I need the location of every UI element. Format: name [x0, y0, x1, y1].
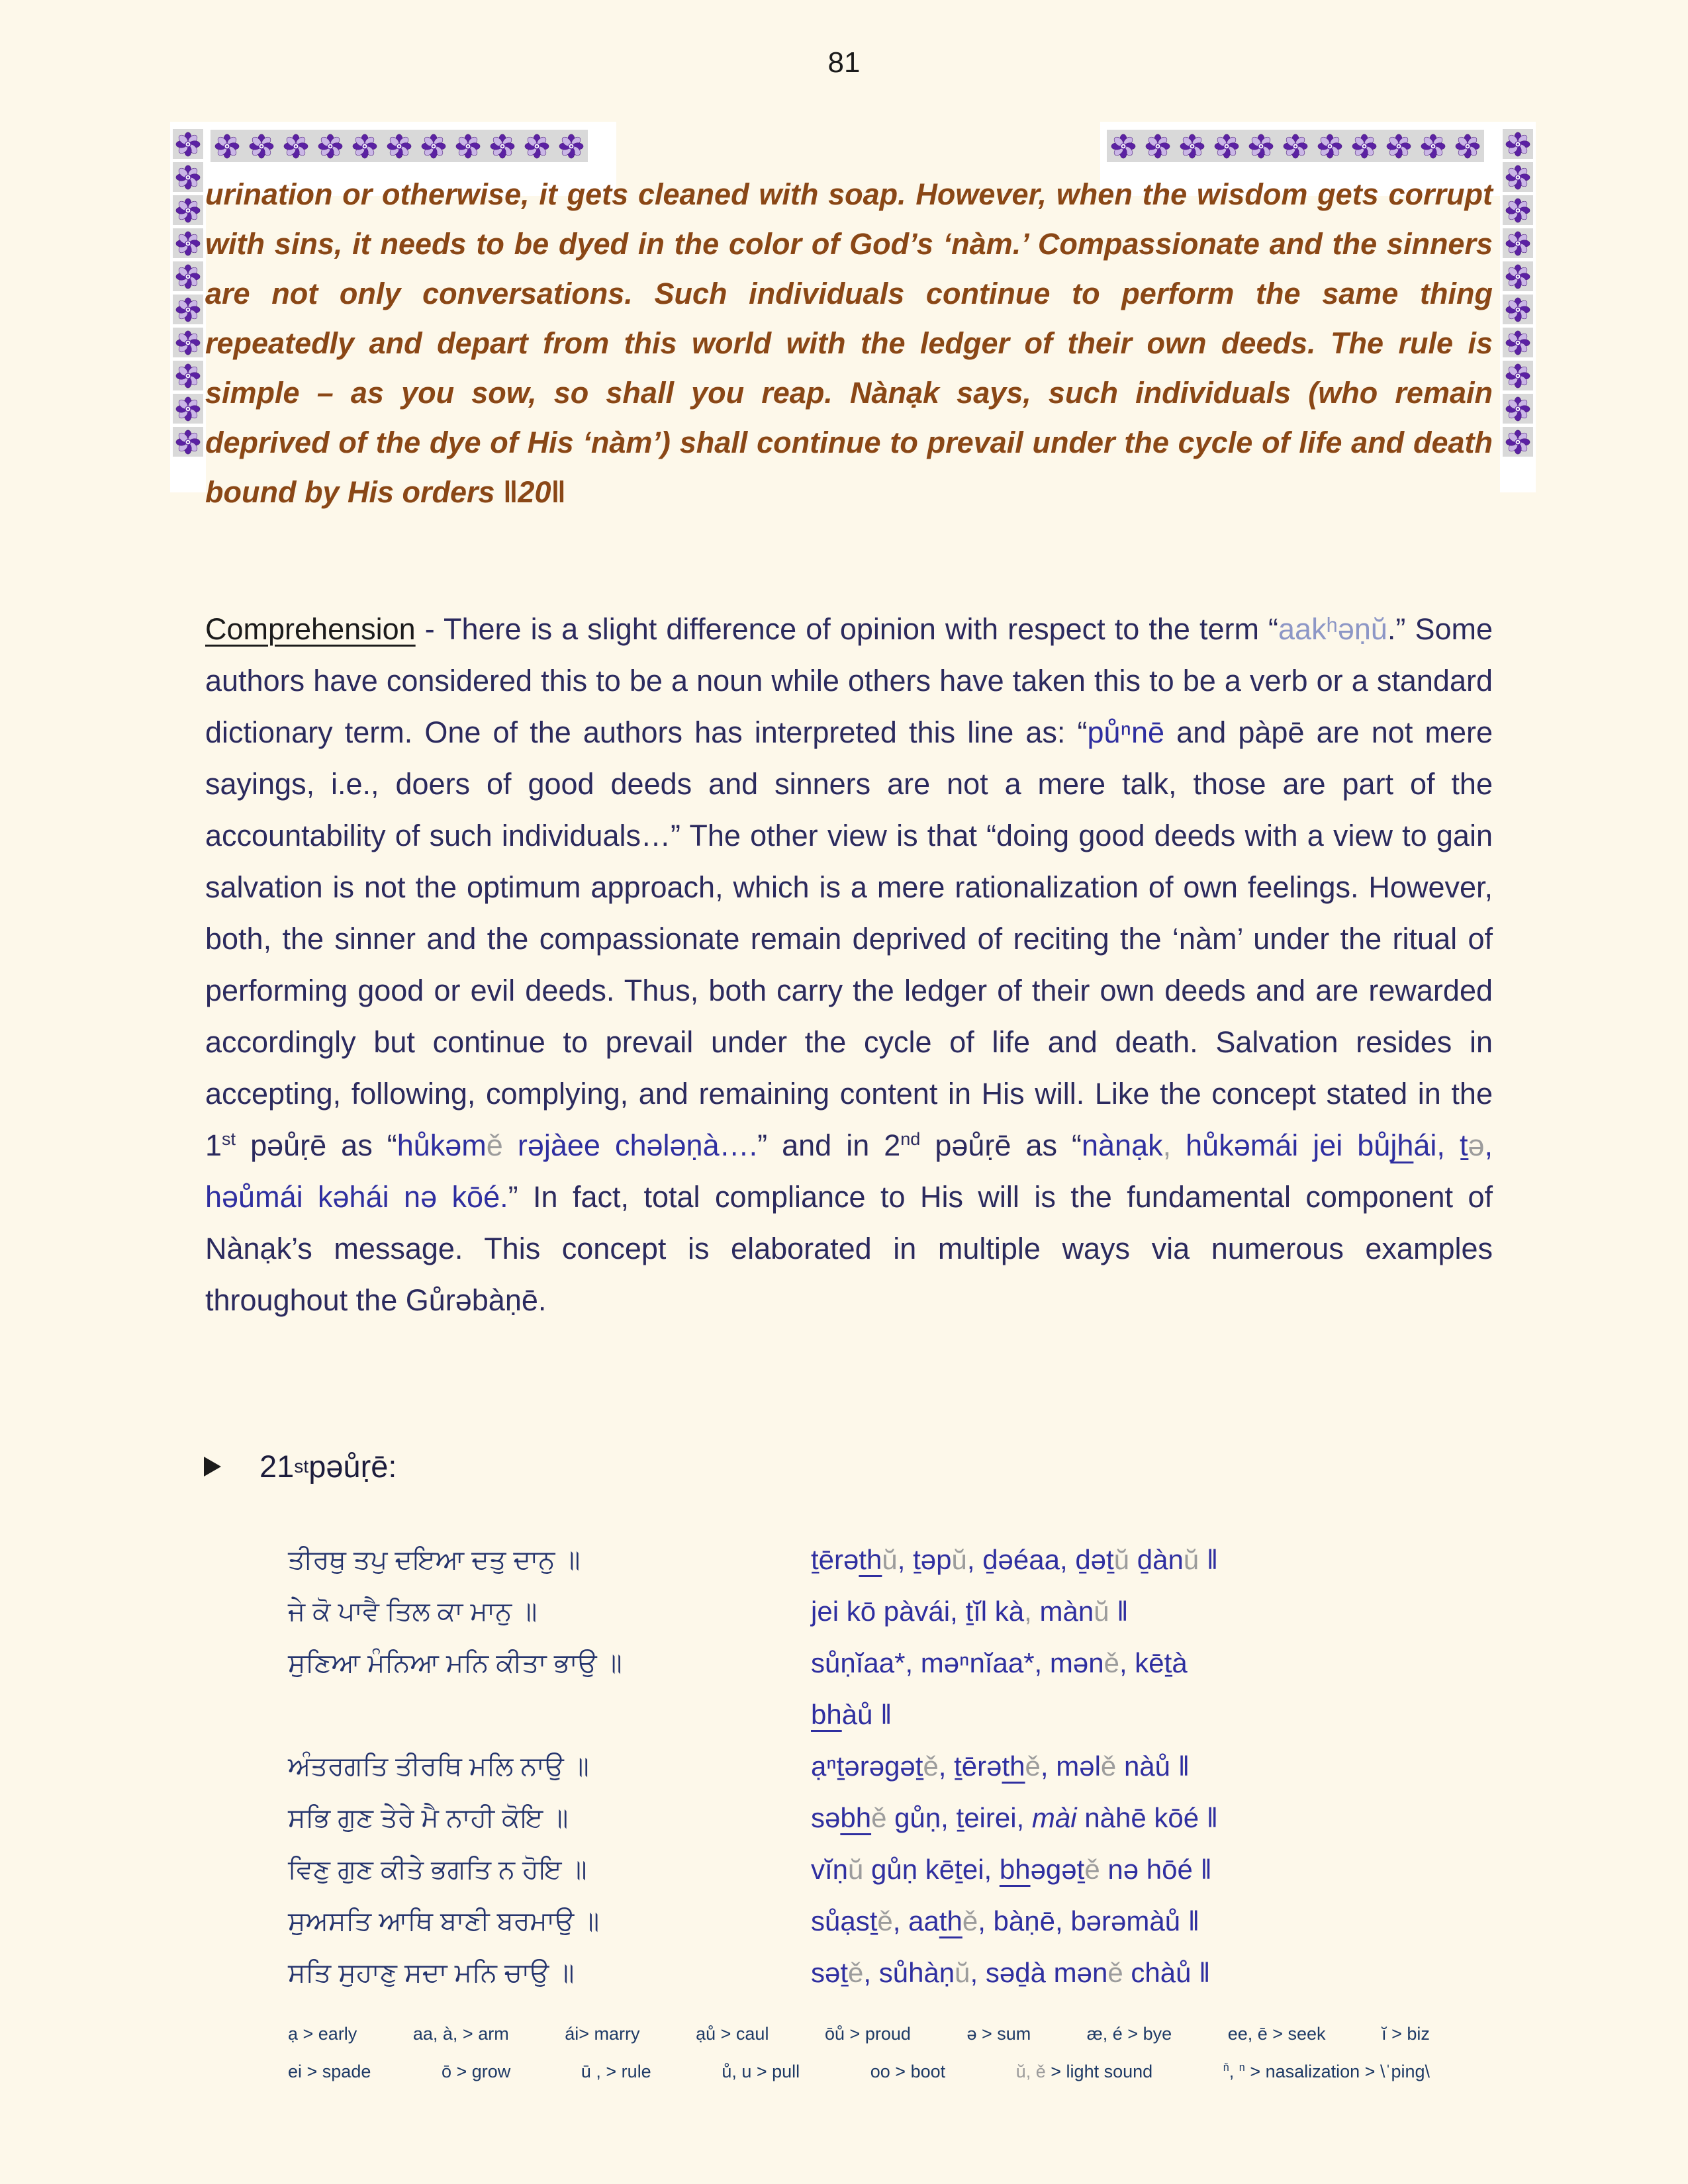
text-segment: , — [1024, 1596, 1040, 1627]
comprehension-paragraph — [205, 604, 1501, 1326]
text-segment: rəjàee chələṇà…. — [502, 1128, 758, 1162]
text-segment: ě — [877, 1905, 893, 1936]
text-segment: ạů > caul — [696, 2024, 769, 2044]
text-segment: půⁿnē — [1087, 715, 1165, 749]
flower-icon — [1143, 131, 1173, 161]
text-segment: ě — [848, 1957, 864, 1988]
flower-icon — [1503, 228, 1533, 258]
key-item — [825, 2024, 911, 2044]
text-segment: mài — [1031, 1802, 1077, 1833]
text-segment: , məl — [1040, 1751, 1101, 1782]
flower-icon — [173, 328, 203, 357]
flower-icon — [1349, 131, 1380, 161]
text-segment: Comprehension — [205, 612, 416, 646]
text-segment: , ḏəéaa, ḏəṯ — [966, 1544, 1114, 1575]
text-segment: ŭ — [1113, 1544, 1130, 1575]
flower-icon — [173, 261, 203, 291]
text-segment: ň — [1223, 2062, 1229, 2073]
pronunciation-key — [288, 2024, 1430, 2099]
flower-icon — [1280, 131, 1311, 161]
verse-row — [288, 1895, 1493, 1947]
text-segment: nànạk — [1082, 1128, 1163, 1162]
text-segment: nd — [900, 1129, 921, 1149]
flower-icon — [246, 131, 277, 161]
verse-row — [288, 1947, 1493, 1999]
text-segment: ạ > early — [288, 2024, 357, 2044]
transliteration-line — [811, 1544, 1493, 1576]
text-segment: th — [939, 1905, 962, 1936]
text-segment: and pàpē are not mere sayings, i.e., doers of good deeds and sinners are not a mere talk, those are part of the accountability of such individuals…” The other view is that “doing good deeds with a view to gain salvation is not the optimum approach, which is a mere rationalization of own feelings. However, both, the sinner and the compassionate remain deprived of reciting the ‘nàm’ under the ritual of performing good or evil deeds. Thus, both carry the ledger of their own deeds and are rewarded accordingly but continue to prevail under the cycle of life and death. Salvation resides in accepting, following, complying, and remaining content in His will. Like the concept stated in the 1 — [205, 715, 1501, 1162]
text-segment: aa, à, > arm — [412, 2024, 509, 2044]
key-item — [442, 2062, 510, 2082]
key-item — [288, 2062, 371, 2082]
text-segment: - There is a slight difference of opinion with respect to the term “ — [415, 612, 1279, 646]
ornament-top-right-row — [1107, 130, 1484, 162]
key-item — [1087, 2024, 1172, 2044]
verse-row — [288, 1689, 1493, 1741]
text-segment: .” Some authors have considered this to be a noun while others have taken this to be a verb or a standard dictionary term. One of the authors has interpreted this line as: “ — [205, 612, 1501, 749]
text-segment: ‖ — [1199, 1544, 1219, 1575]
gurmukhi-line: ਸੁਅਸਤਿ ਆਥਿ ਬਾਣੀ ਬਰਮਾਉ ॥ — [288, 1906, 600, 1936]
flower-icon — [1503, 427, 1533, 457]
key-item — [413, 2024, 509, 2044]
text-segment: ě — [1100, 1751, 1117, 1782]
verse-row — [288, 1586, 1493, 1637]
text-segment: ě — [1103, 1647, 1119, 1678]
text-segment: jh — [1390, 1128, 1414, 1162]
flower-icon — [556, 131, 586, 161]
flower-icon — [315, 131, 346, 161]
text-segment: ṯērə — [811, 1544, 859, 1575]
text-segment: sə — [811, 1802, 841, 1833]
text-segment: ě — [871, 1802, 887, 1833]
flower-icon — [1418, 131, 1448, 161]
transliteration-line — [811, 1751, 1493, 1782]
text-segment: sůạsṯ — [811, 1905, 878, 1936]
flower-icon — [173, 129, 203, 159]
text-segment: ŭ — [848, 1854, 864, 1885]
transliteration-line — [811, 1647, 1493, 1679]
text-segment: bh — [999, 1854, 1031, 1885]
flower-icon — [453, 131, 483, 161]
text-segment: > light sound — [1045, 2062, 1153, 2081]
gurmukhi-line: ਸੁਣਿਆ ਮੰਨਿਆ ਮਨਿ ਕੀਤਾ ਭਾਉ ॥ — [288, 1648, 622, 1678]
flower-icon — [173, 394, 203, 424]
verse-row — [288, 1844, 1493, 1895]
text-segment: gůṇ, ṯeirei, — [886, 1802, 1032, 1833]
text-segment: ō > grow — [441, 2062, 511, 2081]
flower-icon — [173, 228, 203, 258]
text-segment: nə hōé ‖ — [1100, 1854, 1212, 1885]
key-item — [565, 2024, 639, 2044]
flower-icon — [1503, 195, 1533, 225]
text-segment: ōů > proud — [825, 2024, 911, 2044]
gurmukhi-line: ਅੰਤਰਗਤਿ ਤੀਰਥਿ ਮਲਿ ਨਾਉ ॥ — [288, 1751, 589, 1781]
text-segment: səṯ — [811, 1957, 849, 1988]
flower-icon — [1503, 394, 1533, 424]
text-segment: ‖ — [1109, 1596, 1129, 1627]
text-segment: ū , > rule — [581, 2062, 651, 2081]
transliteration-line — [811, 1957, 1493, 1989]
flower-icon — [350, 131, 380, 161]
text-segment: th — [859, 1544, 882, 1575]
flower-icon — [173, 361, 203, 390]
text-segment: pəůṛē as “ — [236, 1128, 397, 1162]
text-segment: bh — [840, 1802, 872, 1833]
gurmukhi-line: ਜੇ ਕੋ ਪਾਵੈ ਤਿਲ ਕਾ ਮਾਨੁ ॥ — [288, 1596, 538, 1626]
text-segment: ee, ē > seek — [1227, 2024, 1326, 2044]
text-segment: əgəṯ — [1030, 1854, 1085, 1885]
interpretation-paragraph: urination or otherwise, it gets cleaned with soap. However, when the wisdom gets corrupt with sins, it needs to be dyed in the color of God’s ‘nàm.’ Compassionate and the sinners are not only conversations. Such individuals continue to perform the same thing repeatedly and depart from this world with the ledger of their own deeds. The rule is simple – as you sow, so shall you reap. Nànạk says, such individuals (who remain deprived of the dye of His ‘nàm’) shall continue to prevail under the cycle of life and death bound by His orders ‖20‖ — [205, 177, 1493, 509]
transliteration-line — [811, 1699, 1493, 1731]
text-segment: sůṇĭaa*, məⁿnĭaa*, mən — [811, 1647, 1104, 1678]
pauri-ordinal: st — [294, 1455, 309, 1477]
text-segment: ái> marry — [565, 2024, 640, 2044]
pauri-number: 21 — [259, 1449, 295, 1484]
flower-icon — [1503, 261, 1533, 291]
flower-icon — [1503, 295, 1533, 324]
pauri-heading — [204, 1448, 397, 1484]
key-item — [722, 2062, 800, 2082]
ornament-left-column — [173, 129, 203, 457]
text-segment: , ṯəp — [897, 1544, 952, 1575]
text-segment: ” and in 2 — [757, 1128, 901, 1162]
key-item — [1228, 2024, 1326, 2044]
text-segment: ŭ, ě — [1015, 2062, 1046, 2081]
page-number: 81 — [827, 46, 861, 79]
text-segment: , səḏà mən — [970, 1957, 1108, 1988]
flower-icon — [1108, 131, 1139, 161]
arrow-bullet-icon — [204, 1457, 221, 1477]
text-segment: ei > spade — [288, 2062, 371, 2081]
flower-icon — [384, 131, 414, 161]
text-segment: ŭ — [951, 1544, 967, 1575]
text-segment: ” In fact, total compliance to His will is the fundamental component of Nànạk’s message. This concept is elaborated in multiple ways via numerous examples throughout the Gůrəbàṇē. — [205, 1180, 1501, 1317]
text-segment: ạⁿṯərəgəṯ — [811, 1751, 923, 1782]
ornament-right-column — [1503, 129, 1533, 457]
key-row — [288, 2062, 1430, 2082]
text-segment: aakʰəṇŭ — [1278, 612, 1387, 646]
text-segment: ě — [1107, 1957, 1123, 1988]
key-item — [1382, 2024, 1430, 2044]
key-item — [870, 2062, 945, 2082]
text-segment: ái, ṯ — [1413, 1128, 1468, 1162]
verse-row — [288, 1741, 1493, 1792]
text-segment: ě — [1025, 1751, 1041, 1782]
flower-icon — [173, 162, 203, 192]
text-segment: n — [1239, 2062, 1245, 2073]
text-segment: vĭṇ — [811, 1854, 849, 1885]
flower-icon — [1315, 131, 1345, 161]
verse-row — [288, 1792, 1493, 1844]
transliteration-line — [811, 1854, 1493, 1886]
flower-icon — [1452, 131, 1483, 161]
text-segment: pəůṛē as “ — [920, 1128, 1082, 1162]
text-segment: gůṇ kēṯei, — [863, 1854, 1000, 1885]
flower-icon — [1503, 361, 1533, 390]
text-segment: , bàṇē, bərəmàů ‖ — [978, 1905, 1200, 1936]
text-segment: , kēṯà — [1119, 1647, 1188, 1678]
flower-icon — [1503, 328, 1533, 357]
key-item — [581, 2062, 651, 2082]
flower-icon — [173, 427, 203, 457]
text-segment: st — [222, 1129, 236, 1149]
transliteration-line — [811, 1596, 1493, 1627]
text-segment: bh — [811, 1699, 842, 1730]
flower-icon — [173, 295, 203, 324]
text-segment: nàů ‖ — [1116, 1751, 1190, 1782]
key-item — [696, 2024, 769, 2044]
key-item — [288, 2024, 357, 2044]
flower-icon — [1383, 131, 1414, 161]
text-segment: ə > sum — [966, 2024, 1031, 2044]
gurmukhi-line: ਸਤਿ ਸੁਹਾਣੁ ਸਦਾ ਮਨਿ ਚਾਉ ॥ — [288, 1958, 575, 1987]
flower-icon — [1246, 131, 1276, 161]
text-segment: ŭ — [1183, 1544, 1199, 1575]
text-segment: ḏàn — [1129, 1544, 1184, 1575]
text-segment: , sůhàṇ — [863, 1957, 955, 1988]
pauri-label: pəůṛē: — [308, 1449, 397, 1484]
verse-row — [288, 1534, 1493, 1586]
text-segment: > nasalization > \ˈping\ — [1244, 2062, 1430, 2081]
key-item — [1223, 2062, 1430, 2082]
text-segment: ĭ > biz — [1382, 2024, 1430, 2044]
text-segment: ŭ — [1094, 1596, 1109, 1627]
key-row — [288, 2024, 1430, 2044]
text-segment: , — [1229, 2062, 1239, 2081]
verse-row — [288, 1637, 1493, 1689]
text-segment: nàhē kōé ‖ — [1076, 1802, 1219, 1833]
text-segment: ě — [923, 1751, 939, 1782]
text-segment: àů ‖ — [841, 1699, 892, 1730]
key-item — [1016, 2062, 1152, 2082]
gurmukhi-line: ਸਭਿ ਗੁਣ ਤੇਰੇ ਮੈ ਨਾਹੀ ਕੋਇ ॥ — [288, 1803, 569, 1833]
flower-icon — [418, 131, 449, 161]
flower-icon — [1503, 129, 1533, 159]
text-segment: ə — [1468, 1128, 1485, 1162]
transliteration-line — [811, 1905, 1493, 1937]
text-segment: , — [1162, 1128, 1186, 1162]
text-segment: chàů ‖ — [1123, 1957, 1211, 1988]
text-segment: ŭ — [955, 1957, 970, 1988]
flower-icon — [1211, 131, 1242, 161]
text-segment: , aa — [892, 1905, 939, 1936]
flower-icon — [522, 131, 552, 161]
text-segment: ě — [1084, 1854, 1100, 1885]
flower-icon — [281, 131, 311, 161]
text-segment: jei kō pàvái, ṯĭl kà — [811, 1596, 1025, 1627]
text-segment: màn — [1039, 1596, 1094, 1627]
flower-icon — [487, 131, 518, 161]
gurmukhi-line: ਤੀਰਥੁ ਤਪੁ ਦਇਆ ਦਤੁ ਦਾਨੁ ॥ — [288, 1545, 581, 1574]
text-segment: ě — [962, 1905, 978, 1936]
text-segment: æ, é > bye — [1086, 2024, 1172, 2044]
ornament-top-left-row — [211, 130, 588, 162]
key-item — [966, 2024, 1031, 2044]
verse-rows — [288, 1534, 1493, 1999]
transliteration-line — [811, 1802, 1493, 1834]
flower-icon — [173, 195, 203, 225]
text-segment: ŭ — [882, 1544, 898, 1575]
gurmukhi-line: ਵਿਣੁ ਗੁਣ ਕੀਤੇ ਭਗਤਿ ਨ ਹੋਇ ॥ — [288, 1854, 587, 1884]
flower-icon — [1177, 131, 1207, 161]
flower-icon — [212, 131, 242, 161]
text-segment: hůkəmái jei bů — [1186, 1128, 1391, 1162]
text-segment: , ṯērə — [938, 1751, 1002, 1782]
text-segment: th — [1002, 1751, 1025, 1782]
text-segment: ě — [486, 1128, 503, 1162]
text-segment: oo > boot — [870, 2062, 946, 2081]
text-segment: hůkəm — [397, 1128, 487, 1162]
text-segment: ů, u > pull — [722, 2062, 800, 2081]
text-segment: , həůmái kəhái nə kōé. — [205, 1128, 1501, 1214]
flower-icon — [1503, 162, 1533, 192]
